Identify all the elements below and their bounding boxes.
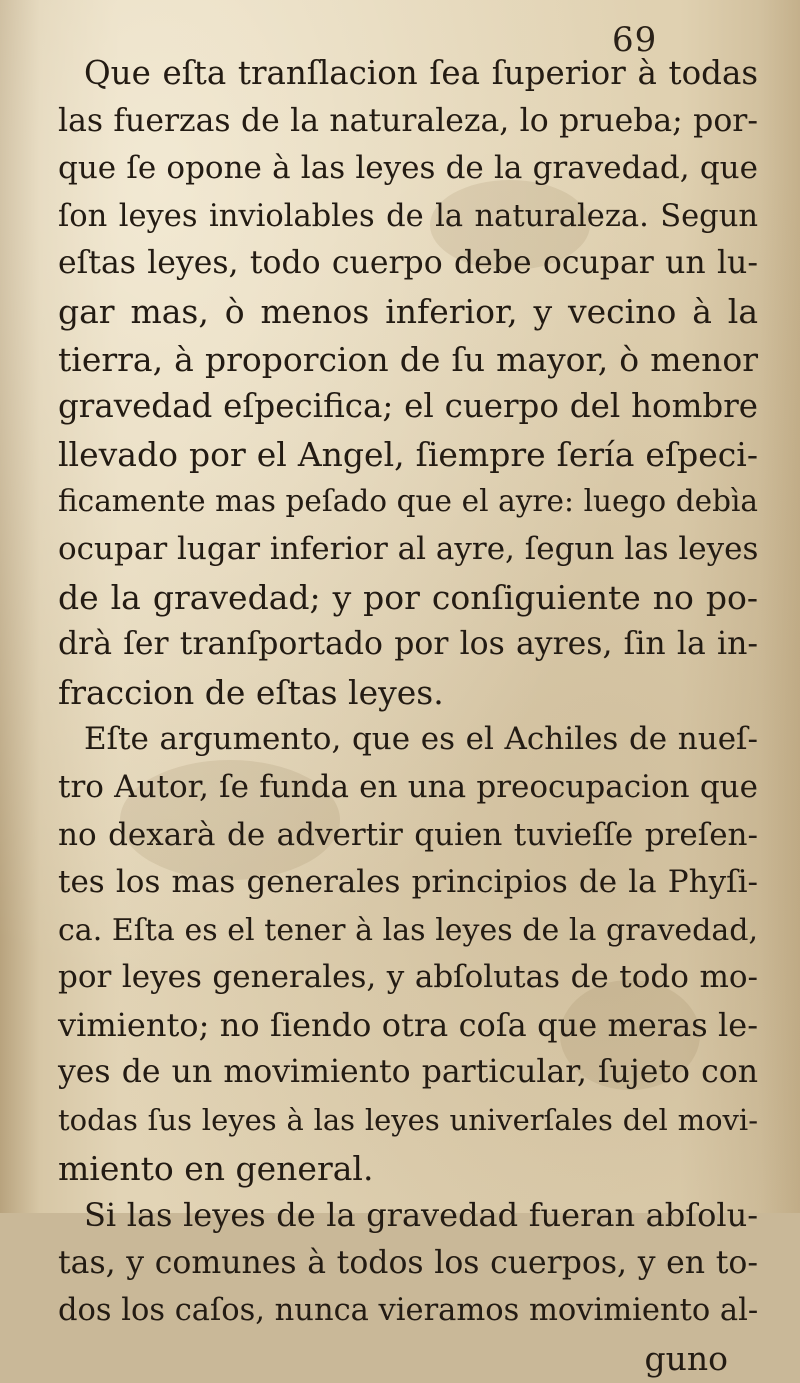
text-line: vimiento; no ſiendo otra coſa que meras le- — [58, 1005, 758, 1044]
text-line: gar mas, ò menos inferior, y vecino à la — [58, 291, 758, 331]
text-line: miento en general. — [58, 1148, 374, 1188]
text-line: tierra, à proporcion de ſu mayor, ò menor — [58, 339, 758, 379]
text-line: tes los mas generales principios de la Phyſi- — [58, 864, 758, 901]
text-line: dos los caſos, nunca vieramos movimiento al- — [58, 1293, 759, 1329]
text-line: yes de un movimiento particular, ſujeto con — [58, 1054, 758, 1091]
text-line: que ſe opone à las leyes de la gravedad, que — [58, 150, 758, 187]
text-line: ca. Eſta es el tener à las leyes de la gravedad, — [58, 912, 758, 948]
text-line: de la gravedad; y por conſiguiente no po- — [58, 577, 758, 617]
text-line: ocupar lugar inferior al ayre, ſegun las leyes — [58, 530, 759, 567]
text-line: llevado por el Angel, ſiempre ſería eſpeci- — [58, 434, 758, 474]
text-line: todas ſus leyes à las leyes univerſales del movi- — [58, 1103, 758, 1138]
text-line: Eſte argumento, que es el Achiles de nueſ- — [84, 721, 758, 758]
text-line: ſon leyes inviolables de la naturaleza. Segun — [58, 198, 758, 234]
text-line: eſtas leyes, todo cuerpo debe ocupar un lu- — [58, 245, 758, 282]
text-line: por leyes generales, y abſolutas de todo mo- — [58, 959, 758, 996]
text-line: las fuerzas de la naturaleza, lo prueba; por- — [58, 102, 758, 139]
text-line: fraccion de eſtas leyes. — [58, 672, 444, 712]
text-line: Que eſta tranſlacion ſea ſuperior à todas — [84, 54, 758, 92]
text-line: ficamente mas peſado que el ayre: luego debìa — [58, 484, 758, 519]
body-text — [58, 50, 758, 1383]
page-number: 69 — [612, 20, 658, 60]
text-line: Si las leyes de la gravedad fueran abſolu- — [84, 1196, 758, 1235]
text-line: tas, y comunes à todos los cuerpos, y en to- — [58, 1244, 758, 1281]
text-line: drà ſer tranſportado por los ayres, ſin la in- — [58, 626, 758, 663]
text-line: no dexarà de advertir quien tuvieſſe preſen- — [58, 816, 758, 853]
text-line: tro Autor, ſe funda en una preocupacion que — [58, 768, 758, 805]
text-line: gravedad eſpecifica; el cuerpo del hombre — [58, 387, 758, 426]
catchword: guno — [644, 1339, 728, 1379]
